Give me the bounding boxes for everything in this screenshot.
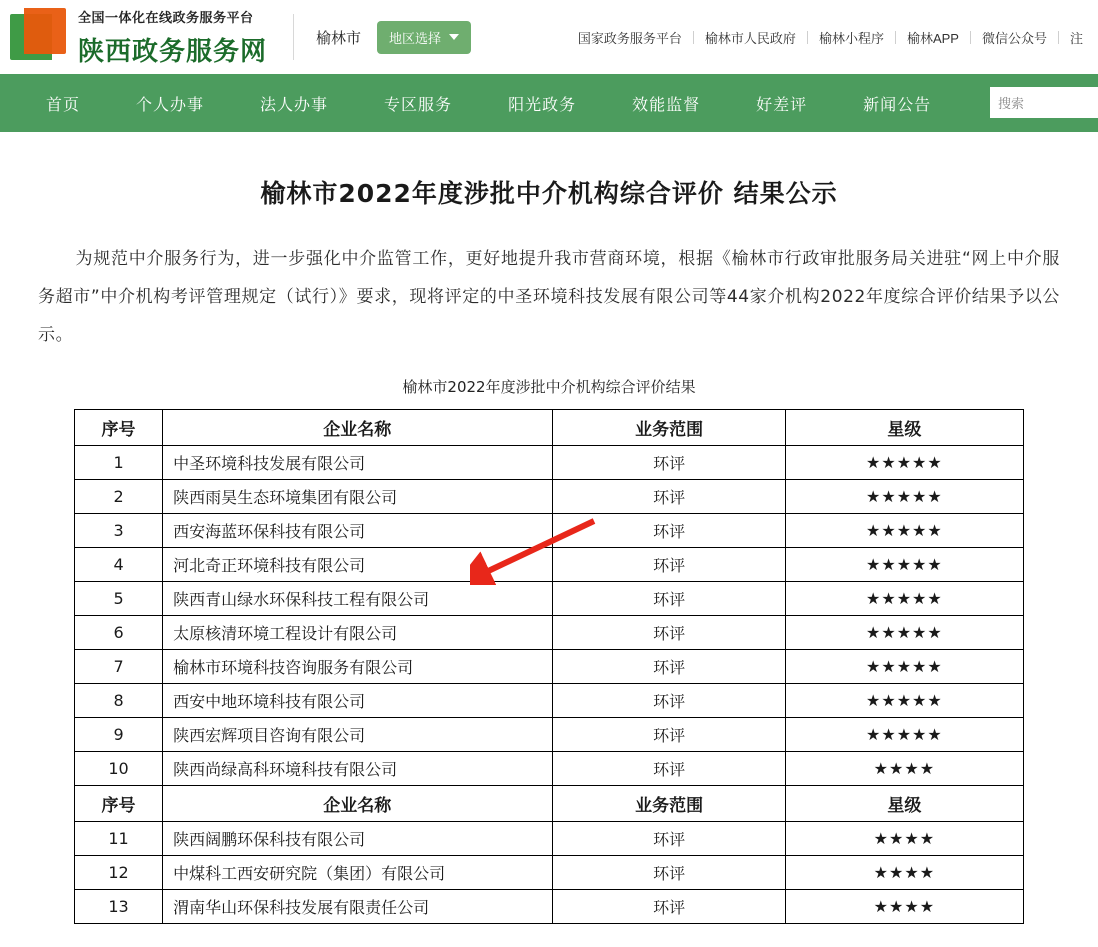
cell-name: 西安海蓝环保科技有限公司: [163, 514, 553, 548]
chevron-down-icon: [449, 34, 459, 40]
nav-item-news[interactable]: 新闻公告: [863, 96, 932, 114]
cell-name: 陕西雨昊生态环境集团有限公司: [163, 480, 553, 514]
evaluation-results-table: [74, 409, 1024, 924]
cell-scope: 环评: [553, 446, 785, 480]
cell-name: 中圣环境科技发展有限公司: [163, 446, 553, 480]
nav-item-home[interactable]: 首页: [46, 96, 81, 114]
cell-stars: ★★★★★: [785, 616, 1023, 650]
table-caption: 榆林市2022年度涉批中介机构综合评价结果: [402, 378, 696, 396]
cell-index: 12: [75, 856, 163, 890]
document-page: [0, 132, 1098, 947]
cell-name: 渭南华山环保科技发展有限责任公司: [163, 890, 553, 924]
cell-scope: 环评: [553, 514, 785, 548]
cell-scope: 环评: [553, 616, 785, 650]
table-row: [75, 480, 1024, 514]
cell-scope: 环评: [553, 890, 785, 924]
platform-title: 陕西政务服务网: [78, 36, 268, 67]
main-navigation: [0, 74, 1098, 132]
cell-scope: 环评: [553, 480, 785, 514]
table-row: [75, 856, 1024, 890]
nav-item-personal[interactable]: 个人办事: [136, 96, 205, 114]
search-input[interactable]: [990, 87, 1098, 118]
cell-stars: ★★★★: [785, 890, 1023, 924]
table-row: [75, 822, 1024, 856]
cell-stars: ★★★★★: [785, 480, 1023, 514]
column-header-name: 企业名称: [163, 786, 553, 822]
cell-name: 河北奇正环境科技有限公司: [163, 548, 553, 582]
column-header-stars: 星级: [785, 786, 1023, 822]
cell-stars: ★★★★: [785, 822, 1023, 856]
cell-scope: 环评: [553, 548, 785, 582]
cell-index: 5: [75, 582, 163, 616]
header-divider: [293, 14, 294, 60]
cell-stars: ★★★★★: [785, 582, 1023, 616]
cell-stars: ★★★★: [785, 856, 1023, 890]
nav-item-zone[interactable]: 专区服务: [384, 96, 453, 114]
nav-item-review[interactable]: 好差评: [756, 96, 808, 114]
cell-name: 太原核清环境工程设计有限公司: [163, 616, 553, 650]
column-header-stars: 星级: [785, 410, 1023, 446]
cell-index: 10: [75, 752, 163, 786]
header-link-register[interactable]: 注: [1069, 30, 1083, 46]
table-row: [75, 446, 1024, 480]
document-paragraph: [22, 240, 1076, 354]
header-link-wechat[interactable]: 微信公众号: [981, 30, 1047, 46]
cell-name: 陕西阔鹏环保科技有限公司: [163, 822, 553, 856]
cell-scope: 环评: [553, 684, 785, 718]
table-header-row-repeat: [75, 786, 1024, 822]
table-row: [75, 684, 1024, 718]
cell-scope: 环评: [553, 856, 785, 890]
cell-name: 陕西尚绿高科环境科技有限公司: [163, 752, 553, 786]
cell-scope: 环评: [553, 718, 785, 752]
nav-item-legal[interactable]: 法人办事: [260, 96, 329, 114]
cell-name: 陕西宏辉项目咨询有限公司: [163, 718, 553, 752]
cell-stars: ★★★★★: [785, 684, 1023, 718]
table-row: [75, 548, 1024, 582]
cell-stars: ★★★★: [785, 752, 1023, 786]
table-row: [75, 582, 1024, 616]
cell-index: 8: [75, 684, 163, 718]
platform-subtitle: 全国一体化在线政务服务平台: [78, 9, 254, 25]
cell-index: 2: [75, 480, 163, 514]
cell-index: 13: [75, 890, 163, 924]
header-link-city-government[interactable]: 榆林市人民政府: [704, 30, 796, 46]
cell-name: 陕西青山绿水环保科技工程有限公司: [163, 582, 553, 616]
cell-stars: ★★★★★: [785, 446, 1023, 480]
site-logo-text: [78, 7, 267, 68]
column-header-name: 企业名称: [163, 410, 553, 446]
cell-scope: 环评: [553, 650, 785, 684]
cell-index: 11: [75, 822, 163, 856]
cell-stars: ★★★★★: [785, 514, 1023, 548]
cell-index: 3: [75, 514, 163, 548]
region-select-button[interactable]: [377, 21, 471, 54]
cell-stars: ★★★★★: [785, 650, 1023, 684]
column-header-index: 序号: [75, 786, 163, 822]
table-row: [75, 616, 1024, 650]
table-row: [75, 514, 1024, 548]
header-link-national-platform[interactable]: 国家政务服务平台: [577, 30, 682, 46]
cell-scope: 环评: [553, 822, 785, 856]
cell-scope: 环评: [553, 752, 785, 786]
column-header-index: 序号: [75, 410, 163, 446]
table-header-row: [75, 410, 1024, 446]
table-row: [75, 752, 1024, 786]
table-body: [75, 410, 1024, 924]
cell-index: 1: [75, 446, 163, 480]
header-link-miniprogram[interactable]: 榆林小程序: [818, 30, 884, 46]
cell-index: 9: [75, 718, 163, 752]
header-links: [567, 28, 1098, 47]
table-row: [75, 718, 1024, 752]
site-logo-icon: [10, 8, 68, 66]
table-row: [75, 890, 1024, 924]
paragraph-text: 为规范中介服务行为，进一步强化中介监管工作，更好地提升我市营商环境，根据《榆林市行政审批服务局关进驻“网上中介服务超市”中介机构考评管理规定（试行）》要求，现将评定的中圣环境科技发展有限公司等44家介机构2022年度综合评价结果予以公示。: [38, 249, 1060, 345]
nav-item-sunshine[interactable]: 阳光政务: [508, 96, 577, 114]
header-link-app[interactable]: 榆林APP: [906, 30, 959, 46]
column-header-scope: 业务范围: [553, 786, 785, 822]
page-title: 榆林市2022年度涉批中介机构综合评价 结果公示: [260, 179, 838, 208]
cell-name: 中煤科工西安研究院（集团）有限公司: [163, 856, 553, 890]
cell-scope: 环评: [553, 582, 785, 616]
cell-stars: ★★★★★: [785, 548, 1023, 582]
table-row: [75, 650, 1024, 684]
column-header-scope: 业务范围: [553, 410, 785, 446]
cell-index: 7: [75, 650, 163, 684]
site-header: [0, 0, 1098, 74]
cell-index: 6: [75, 616, 163, 650]
cell-index: 4: [75, 548, 163, 582]
search-placeholder: 搜索: [998, 96, 1025, 111]
cell-name: 西安中地环境科技有限公司: [163, 684, 553, 718]
current-city-label: 榆林市: [316, 29, 362, 47]
region-select-label: 地区选择: [389, 30, 442, 46]
nav-item-supervision[interactable]: 效能监督: [632, 96, 701, 114]
cell-name: 榆林市环境科技咨询服务有限公司: [163, 650, 553, 684]
cell-stars: ★★★★★: [785, 718, 1023, 752]
